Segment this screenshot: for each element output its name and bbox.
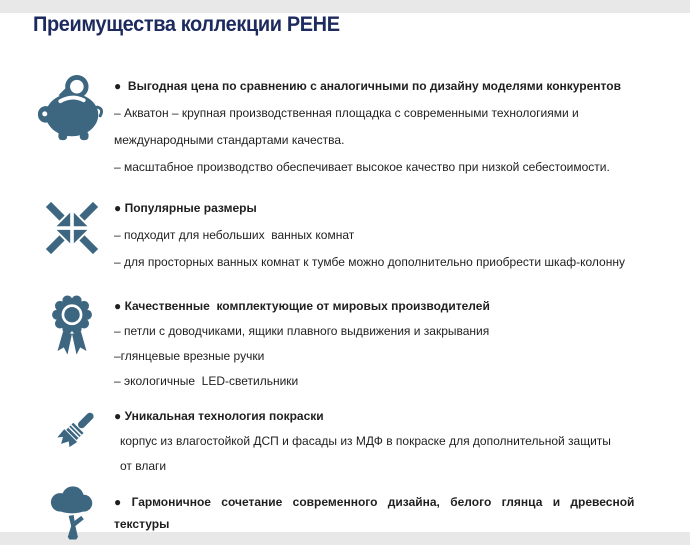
slide (0, 13, 690, 532)
advantage-line: –глянцевые врезные ручки (114, 349, 265, 363)
advantage-section-sizes (30, 195, 690, 282)
advantage-line: – экологичные LED-светильники (114, 374, 299, 388)
advantage-heading-continued: текстуры (114, 517, 170, 531)
advantage-line: – петли с доводчиками, ящики плавного выдвижения и закрывания (114, 324, 490, 338)
advantage-section-paint (30, 402, 690, 484)
tree-icon (45, 485, 99, 545)
advantage-heading: ● Популярные размеры (114, 201, 257, 215)
award-ribbon-icon (43, 291, 101, 371)
advantage-section-price (30, 73, 690, 187)
advantage-section-components (30, 291, 690, 399)
page-title: Преимущества коллекции РЕНЕ (33, 13, 340, 36)
piggy-bank-icon (37, 73, 107, 145)
advantage-line: – для просторных ванных комнат к тумбе можно дополнительно приобрести шкаф-колонну (114, 255, 625, 269)
compress-arrows-icon (43, 199, 101, 257)
advantage-line: международными стандартами качества. (114, 133, 345, 147)
advantages-list (30, 73, 690, 545)
advantage-heading: ● Уникальная технология покраски (114, 409, 324, 423)
advantage-section-design (30, 485, 690, 545)
advantage-heading: ● Качественные комплектующие от мировых производителей (114, 299, 490, 313)
advantage-line: – масштабное производство обеспечивает высокое качество при низкой себестоимости. (114, 160, 610, 174)
advantage-line: от влаги (120, 459, 167, 473)
advantage-line: – подходит для небольших ванных комнат (114, 228, 355, 242)
paint-brush-icon (43, 404, 101, 462)
advantage-line: корпус из влагостойкой ДСП и фасады из МДФ в покраске для дополнительной защиты (120, 434, 611, 448)
advantage-line: – Акватон – крупная производственная площадка с современными технологиями и (114, 106, 579, 120)
advantage-heading: ● Гармоничное сочетание современного дизайна, белого глянца и древесной (114, 495, 635, 509)
advantage-heading: ● Выгодная цена по сравнению с аналогичными по дизайну моделями конкурентов (114, 79, 621, 93)
